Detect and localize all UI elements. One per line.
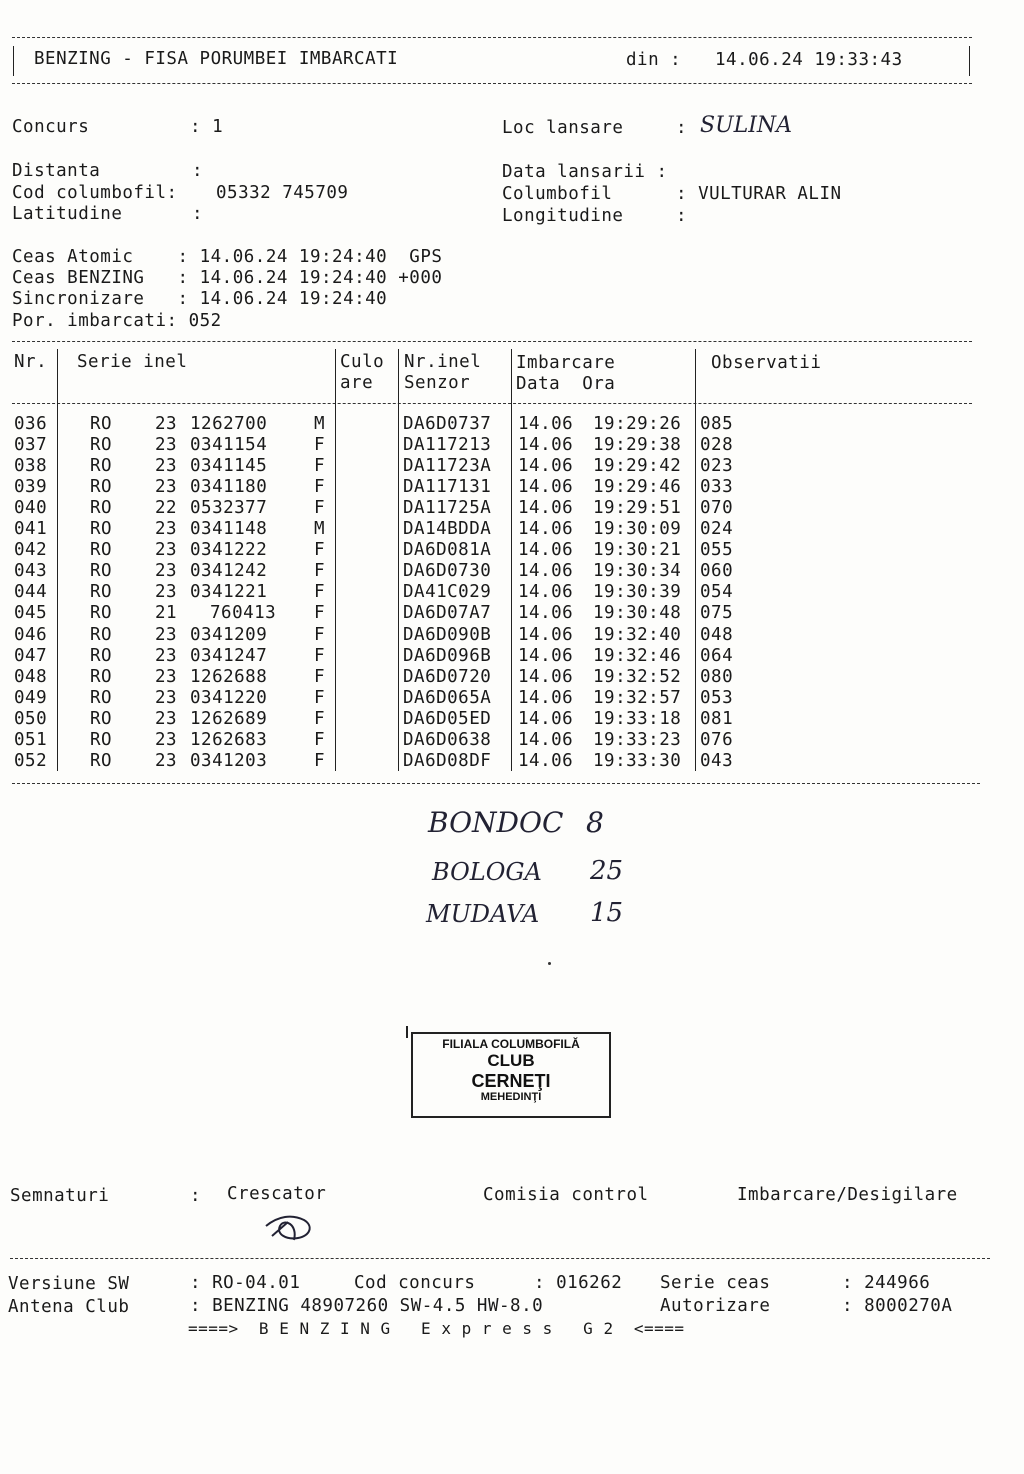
header-right-border — [969, 46, 970, 76]
cell-ring-number: 0341247 — [190, 645, 268, 666]
cell-sex: F — [314, 645, 326, 666]
latitudine-value: : — [192, 204, 204, 224]
cell-observation: 053 — [700, 687, 734, 708]
cell-country: RO — [90, 519, 113, 540]
cell-country: RO — [90, 456, 113, 477]
header-left-border — [13, 46, 14, 76]
cell-ring-number: 0341209 — [190, 624, 268, 645]
note-mudava-name: MUDAVA — [426, 900, 540, 928]
versiune-sw-label: Versiune SW — [8, 1274, 130, 1294]
cell-year: 23 — [155, 687, 178, 708]
cell-nr: 042 — [14, 540, 48, 561]
signature-comisia-label: Comisia control — [483, 1185, 649, 1205]
autorizare-value: : 8000270A — [842, 1296, 953, 1316]
cell-country: RO — [90, 540, 113, 561]
cell-sensor: DA6D08DF — [403, 750, 492, 771]
table-bottom-border — [12, 783, 980, 784]
col-header-senzor: Senzor — [404, 373, 471, 393]
table-header-separator — [12, 403, 972, 404]
cell-date: 14.06 — [518, 435, 574, 456]
serie-ceas-label: Serie ceas — [660, 1273, 771, 1293]
table-row — [0, 414, 1000, 435]
cell-sex: F — [314, 729, 326, 750]
table-row — [0, 540, 1000, 561]
cell-sensor: DA6D05ED — [403, 708, 492, 729]
cell-ring-number: 0341180 — [190, 477, 268, 498]
cell-country: RO — [90, 708, 113, 729]
cell-time: 19:30:34 — [593, 561, 682, 582]
cell-nr: 049 — [14, 687, 48, 708]
cell-date: 14.06 — [518, 666, 574, 687]
cell-time: 19:33:23 — [593, 729, 682, 750]
cell-year: 23 — [155, 645, 178, 666]
cell-time: 19:32:40 — [593, 624, 682, 645]
cell-observation: 054 — [700, 582, 734, 603]
columbofil-value: : VULTURAR ALIN — [676, 184, 842, 204]
cell-observation: 043 — [700, 750, 734, 771]
table-row — [0, 667, 1000, 688]
cell-year: 23 — [155, 666, 178, 687]
cell-sex: F — [314, 540, 326, 561]
cell-sex: F — [314, 456, 326, 477]
cell-time: 19:32:57 — [593, 687, 682, 708]
table-row — [0, 709, 1000, 730]
cell-time: 19:30:09 — [593, 519, 682, 540]
signature-crescator-label: Crescator — [227, 1184, 327, 1204]
cell-observation: 055 — [700, 540, 734, 561]
cell-date: 14.06 — [518, 519, 574, 540]
cell-year: 23 — [155, 414, 178, 434]
cell-nr: 051 — [14, 729, 48, 750]
cell-observation: 081 — [700, 708, 734, 729]
cell-sensor: DA6D0638 — [403, 729, 492, 750]
stamp-line-2: CLUB — [487, 1051, 535, 1070]
cell-nr: 043 — [14, 561, 48, 582]
benzing-banner: ====> B E N Z I N G E x p r e s s G 2 <==== — [188, 1319, 685, 1338]
col-header-nrinel: Nr.inel — [404, 352, 482, 372]
cell-country: RO — [90, 477, 113, 498]
col-header-observatii: Observatii — [711, 353, 822, 373]
note-mudava-count: 15 — [590, 898, 624, 928]
cell-nr: 050 — [14, 708, 48, 729]
table-row — [0, 730, 1000, 751]
stamp-corner-mark — [406, 1026, 408, 1038]
cell-sensor: DA11723A — [403, 456, 492, 477]
table-body — [0, 414, 1000, 774]
cell-sex: F — [314, 624, 326, 645]
table-top-border — [12, 341, 972, 342]
cell-date: 14.06 — [518, 561, 574, 582]
table-row — [0, 582, 1000, 603]
cell-observation: 048 — [700, 624, 734, 645]
cell-year: 23 — [155, 456, 178, 477]
cell-year: 23 — [155, 708, 178, 729]
cell-nr: 044 — [14, 582, 48, 603]
cell-time: 19:32:46 — [593, 645, 682, 666]
cell-sensor: DA6D065A — [403, 687, 492, 708]
longitudine-label: Longitudine — [502, 206, 624, 226]
cell-date: 14.06 — [518, 624, 574, 645]
cell-country: RO — [90, 729, 113, 750]
cell-date: 14.06 — [518, 645, 574, 666]
cell-sex: F — [314, 687, 326, 708]
cell-sensor: DA6D090B — [403, 624, 492, 645]
club-stamp — [411, 1032, 611, 1118]
cell-year: 21 — [155, 603, 178, 624]
table-row — [0, 603, 1000, 624]
header-top-border — [12, 37, 972, 38]
col-header-are: are — [340, 373, 374, 393]
latitudine-label: Latitudine — [12, 204, 123, 224]
cell-date: 14.06 — [518, 498, 574, 519]
cell-country: RO — [90, 435, 113, 456]
header-bottom-border — [12, 83, 972, 84]
cell-sex: M — [314, 519, 326, 540]
cell-ring-number: 1262700 — [190, 414, 268, 434]
concurs-value: : 1 — [190, 117, 224, 137]
cell-nr: 048 — [14, 666, 48, 687]
cell-nr: 040 — [14, 498, 48, 519]
cell-time: 19:29:42 — [593, 456, 682, 477]
signature-imbarcare-label: Imbarcare/Desigilare — [737, 1185, 958, 1205]
table-row — [0, 519, 1000, 540]
cell-observation: 080 — [700, 666, 734, 687]
distanta-label: Distanta — [12, 161, 101, 181]
cell-country: RO — [90, 687, 113, 708]
cell-country: RO — [90, 561, 113, 582]
cell-observation: 024 — [700, 519, 734, 540]
autorizare-label: Autorizare — [660, 1296, 771, 1316]
cell-observation: 075 — [700, 603, 734, 624]
col-header-nr: Nr. — [14, 352, 48, 372]
distanta-value: : — [192, 161, 204, 181]
cell-nr: 046 — [14, 624, 48, 645]
cell-time: 19:29:38 — [593, 435, 682, 456]
ceas-benzing: Ceas BENZING : 14.06.24 19:24:40 +000 — [12, 268, 443, 288]
cell-date: 14.06 — [518, 750, 574, 771]
cell-sensor: DA6D0737 — [403, 414, 492, 434]
cell-nr: 045 — [14, 603, 48, 624]
cell-sensor: DA6D0730 — [403, 561, 492, 582]
cell-year: 23 — [155, 561, 178, 582]
loc-lansare-colon: : — [676, 118, 688, 138]
cell-nr: 052 — [14, 750, 48, 771]
cell-observation: 028 — [700, 435, 734, 456]
cell-time: 19:32:52 — [593, 666, 682, 687]
cell-time: 19:33:30 — [593, 750, 682, 771]
cell-observation: 033 — [700, 477, 734, 498]
cell-year: 22 — [155, 498, 178, 519]
loc-lansare-value: SULINA — [700, 113, 793, 138]
cell-sex: F — [314, 666, 326, 687]
cell-observation: 023 — [700, 456, 734, 477]
cell-ring-number: 0341203 — [190, 750, 268, 771]
cell-ring-number: 0341221 — [190, 582, 268, 603]
cell-time: 19:30:39 — [593, 582, 682, 603]
serie-ceas-value: : 244966 — [842, 1273, 931, 1293]
cell-time: 19:29:26 — [593, 414, 682, 434]
cell-ring-number: 1262683 — [190, 729, 268, 750]
ceas-atomic: Ceas Atomic : 14.06.24 19:24:40 GPS — [12, 247, 443, 267]
cell-sex: F — [314, 708, 326, 729]
cell-time: 19:33:18 — [593, 708, 682, 729]
cell-year: 23 — [155, 582, 178, 603]
table-row — [0, 477, 1000, 498]
cell-year: 23 — [155, 750, 178, 771]
cod-columbofil-value: 05332 745709 — [216, 183, 349, 203]
cell-country: RO — [90, 582, 113, 603]
columbofil-label: Columbofil — [502, 184, 613, 204]
cell-sensor: DA11725A — [403, 498, 492, 519]
cell-observation: 070 — [700, 498, 734, 519]
cell-country: RO — [90, 624, 113, 645]
stamp-line-4: MEHEDINŢI — [480, 1091, 542, 1103]
note-bondoc-name: BONDOC — [428, 806, 564, 839]
cell-country: RO — [90, 645, 113, 666]
loc-lansare-label: Loc lansare — [502, 118, 624, 138]
cell-ring-number: 0341222 — [190, 540, 268, 561]
table-row — [0, 561, 1000, 582]
cell-sex: F — [314, 561, 326, 582]
ink-dot — [548, 962, 551, 965]
cell-date: 14.06 — [518, 708, 574, 729]
cell-time: 19:29:46 — [593, 477, 682, 498]
note-bologa-name: BOLOGA — [432, 858, 542, 886]
cell-date: 14.06 — [518, 477, 574, 498]
cell-sensor: DA41C029 — [403, 582, 492, 603]
cell-sensor: DA117131 — [403, 477, 492, 498]
cell-date: 14.06 — [518, 414, 574, 434]
cell-ring-number: 0532377 — [190, 498, 268, 519]
cell-ring-number: 0341242 — [190, 561, 268, 582]
cell-sensor: DA117213 — [403, 435, 492, 456]
cell-sex: F — [314, 582, 326, 603]
longitudine-value: : — [676, 206, 688, 226]
cell-date: 14.06 — [518, 456, 574, 477]
cell-ring-number: 0341148 — [190, 519, 268, 540]
cell-ring-number: 0341220 — [190, 687, 268, 708]
cell-date: 14.06 — [518, 603, 574, 624]
note-bondoc-count: 8 — [586, 806, 604, 839]
cell-time: 19:29:51 — [593, 498, 682, 519]
data-lansarii-label: Data lansarii : — [502, 162, 668, 182]
antena-club-value: : BENZING 48907260 SW-4.5 HW-8.0 — [190, 1296, 544, 1316]
cell-nr: 037 — [14, 435, 48, 456]
porumbei-imbarcati: Por. imbarcati: 052 — [12, 311, 222, 331]
concurs-label: Concurs — [12, 117, 90, 137]
signatures-colon: : — [190, 1186, 202, 1206]
cell-country: RO — [90, 414, 113, 434]
print-date-value: 14.06.24 19:33:43 — [715, 50, 903, 70]
cell-nr: 041 — [14, 519, 48, 540]
cell-country: RO — [90, 750, 113, 771]
cell-ring-number: 0341154 — [190, 435, 268, 456]
cell-country: RO — [90, 603, 113, 624]
cell-country: RO — [90, 498, 113, 519]
table-row — [0, 625, 1000, 646]
crescator-signature — [258, 1210, 328, 1246]
cell-ring-number: 0341145 — [190, 456, 268, 477]
cell-year: 23 — [155, 540, 178, 561]
table-row — [0, 435, 1000, 456]
cell-date: 14.06 — [518, 540, 574, 561]
cell-sex: M — [314, 414, 326, 434]
cell-date: 14.06 — [518, 729, 574, 750]
cell-nr: 038 — [14, 456, 48, 477]
note-bologa-count: 25 — [590, 856, 624, 886]
cell-sensor: DA6D081A — [403, 540, 492, 561]
cell-year: 23 — [155, 435, 178, 456]
versiune-sw-value: : RO-04.01 — [190, 1273, 301, 1293]
cell-time: 19:30:21 — [593, 540, 682, 561]
document-title: BENZING - FISA PORUMBEI IMBARCATI — [34, 49, 399, 69]
stamp-line-1: FILIALA COLUMBOFILĂ — [442, 1037, 580, 1051]
cell-sex: F — [314, 750, 326, 771]
cell-nr: 036 — [14, 414, 48, 434]
cell-observation: 064 — [700, 645, 734, 666]
signatures-label: Semnaturi — [10, 1186, 110, 1206]
cell-nr: 047 — [14, 645, 48, 666]
cell-ring-number: 760413 — [210, 603, 277, 624]
table-row — [0, 688, 1000, 709]
table-row — [0, 456, 1000, 477]
cell-observation: 060 — [700, 561, 734, 582]
sincronizare: Sincronizare : 14.06.24 19:24:40 — [12, 289, 388, 309]
cell-date: 14.06 — [518, 687, 574, 708]
cell-sensor: DA6D0720 — [403, 666, 492, 687]
cell-year: 23 — [155, 477, 178, 498]
cell-sex: F — [314, 435, 326, 456]
cell-sensor: DA6D07A7 — [403, 603, 492, 624]
cell-ring-number: 1262688 — [190, 666, 268, 687]
table-row — [0, 646, 1000, 667]
stamp-line-3: CERNEŢI — [471, 1071, 551, 1091]
col-header-data-ora: Data Ora — [516, 374, 616, 394]
cell-nr: 039 — [14, 477, 48, 498]
cell-year: 23 — [155, 729, 178, 750]
cell-year: 23 — [155, 519, 178, 540]
table-row — [0, 498, 1000, 519]
print-date-label: din : — [626, 50, 682, 70]
cell-year: 23 — [155, 624, 178, 645]
cell-sensor: DA6D096B — [403, 645, 492, 666]
cell-sensor: DA14BDDA — [403, 519, 492, 540]
cell-observation: 085 — [700, 414, 734, 434]
cell-sex: F — [314, 603, 326, 624]
col-header-imbarcare: Imbarcare — [516, 353, 616, 373]
col-header-culo: Culo — [340, 352, 385, 372]
cell-ring-number: 1262689 — [190, 708, 268, 729]
cod-columbofil-label: Cod columbofil: — [12, 183, 178, 203]
antena-club-label: Antena Club — [8, 1297, 130, 1317]
cell-country: RO — [90, 666, 113, 687]
table-row — [0, 751, 1000, 772]
col-header-serie: Serie inel — [77, 352, 188, 372]
cell-time: 19:30:48 — [593, 603, 682, 624]
cell-date: 14.06 — [518, 582, 574, 603]
cell-sex: F — [314, 477, 326, 498]
cod-concurs-label: Cod concurs — [354, 1273, 476, 1293]
footer-separator — [10, 1258, 990, 1259]
cell-sex: F — [314, 498, 326, 519]
cell-observation: 076 — [700, 729, 734, 750]
cod-concurs-value: : 016262 — [534, 1273, 623, 1293]
